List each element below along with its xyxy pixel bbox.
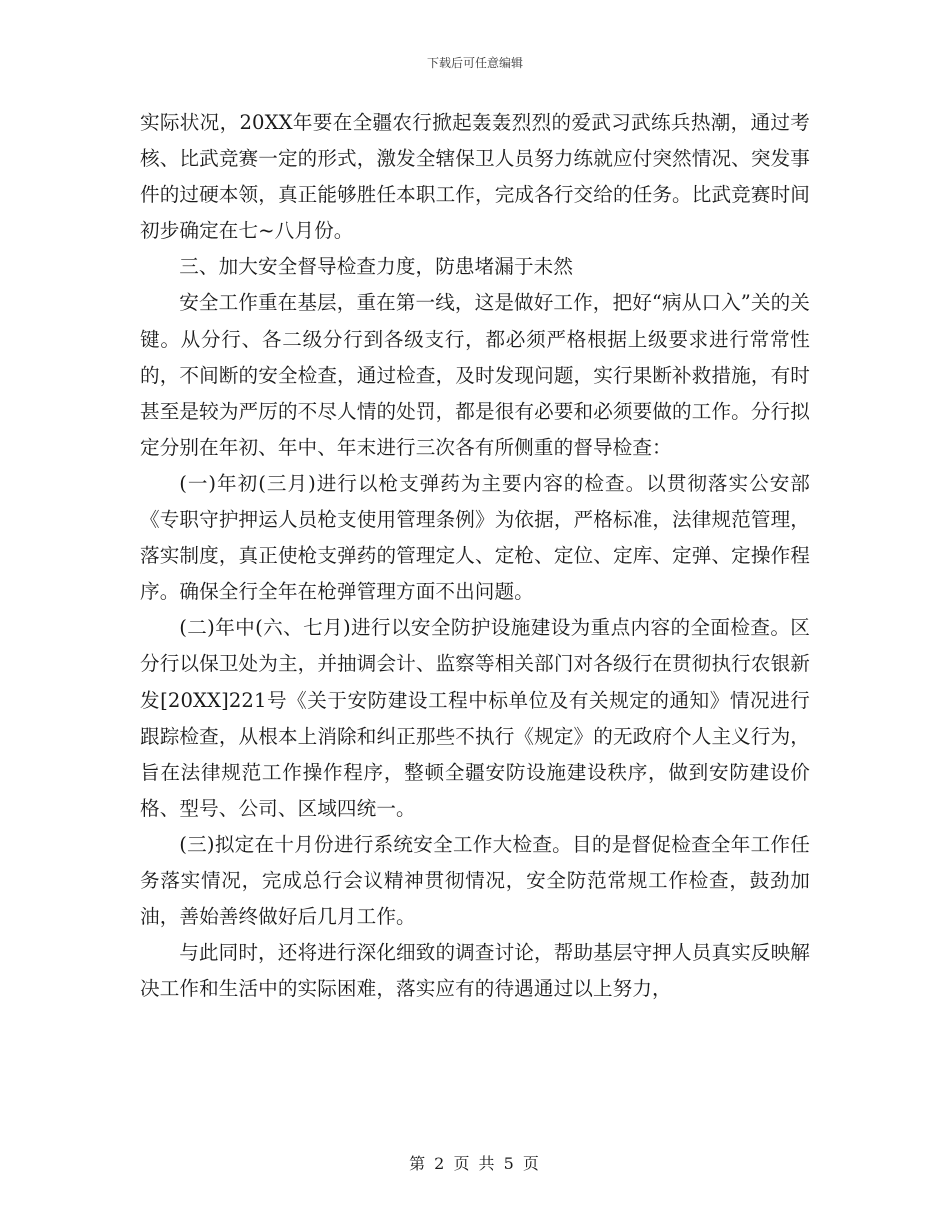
- page-footer: [0, 1151, 950, 1174]
- page-header: [0, 54, 950, 71]
- paragraph-continuation: 实际状况，20XX年要在全疆农行掀起轰轰烈烈的爱武习武练兵热潮，通过考核、比武竞赛一定的形式，激发全辖保卫人员努力练就应付突然情况、突发事件的过硬本领，真正能够胜任本职工作，完成各行交给的任务。比武竞赛时间初步确定在七~八月份。: [140, 111, 810, 243]
- paragraph: (三)拟定在十月份进行系统安全工作大检查。目的是督促检查全年工作任务落实情况，完成总行会议精神贯彻情况，安全防范常规工作检查，鼓劲加油，善始善终做好后几月工作。: [140, 832, 810, 929]
- section-heading: 三、加大安全督导检查力度，防患堵漏于未然: [179, 255, 574, 279]
- header-note: 下载后可任意编辑: [426, 56, 523, 70]
- paragraph: (二)年中(六、七月)进行以安全防护设施建设为重点内容的全面检查。区分行以保卫处为主，并抽调会计、监察等相关部门对各级行在贯彻执行农银新发[20XX]221号《关于安防建设工程中标单位及有关规定的通知》情况进行跟踪检查，从根本上消除和纠正那些不执行《规定》的无政府个人主义行为，旨在法律规范工作操作程序，整顿全疆安防设施建设秩序，做到安防建设价格、型号、公司、区域四统一。: [140, 616, 810, 820]
- page-number: 第 2 页 共 5 页: [409, 1154, 541, 1173]
- paragraph: (一)年初(三月)进行以枪支弹药为主要内容的检查。以贯彻落实公安部《专职守护押运人员枪支使用管理条例》为依据，严格标准，法律规范管理，落实制度，真正使枪支弹药的管理定人、定枪、定位、定库、定弹、定操作程序。确保全行全年在枪弹管理方面不出问题。: [140, 471, 810, 604]
- document-body: [140, 105, 810, 1007]
- paragraph: 与此同时，还将进行深化细致的调查讨论，帮助基层守押人员真实反映解决工作和生活中的实际困难，落实应有的待遇通过以上努力，: [140, 941, 810, 1001]
- paragraph: 安全工作重在基层，重在第一线，这是做好工作，把好“病从口入”关的关键。从分行、各二级分行到各级支行，都必须严格根据上级要求进行常常性的，不间断的安全检查，通过检查，及时发现问题，实行果断补救措施，有时甚至是较为严厉的不尽人情的处罚，都是很有必要和必须要做的工作。分行拟定分别在年初、年中、年末进行三次各有所侧重的督导检查：: [140, 291, 810, 459]
